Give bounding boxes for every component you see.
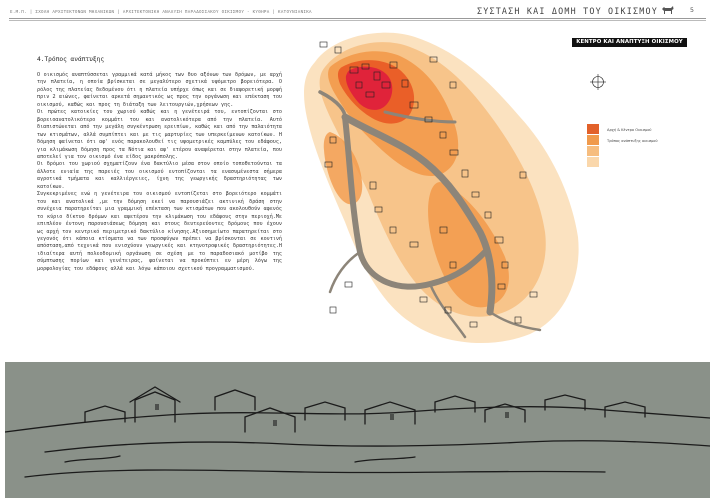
page-title: ΣΥΣΤΑΣΗ ΚΑΙ ΔΟΜΗ ΤΟΥ ΟΙΚΙΣΜΟΥ (476, 6, 658, 16)
paragraph: Ο οικισμός αναπτύσσεται γραμμικά κατά μήκος των δυο αξόνων των δρόμων, με αρχή την πλατεία, η οποία βρίσκεται σε μεγαλύτερο σχετικά υψόμετρο βορειότερα. Ο ρόλος της πλατείας δεδομένου ότι η πλατεία υπήρχε όπως και σε διαφορετική μορφή πριν 2 αιώνες, φαίνεται αρκετά σημαντικός ως προς την οργάνωση και επέκταση του οικισμού, καθώς και προς τη διάταξη των λειτουργιών,χρήσεων γης. (37, 72, 282, 108)
header-divider (9, 18, 706, 19)
goat-logo-icon (661, 5, 674, 16)
legend-swatch (587, 146, 599, 156)
paragraph: Συγκεκριμένες ενώ η γενέτειρα του οικισμού εντοπίζεται στο βορειότερο κομμάτι του και ανατολικά ,με την δόμηση εκεί να παρουσιάζει ακτινική δράση στην συνέχεια παρατηρείται μια γραμμική επέκταση των κτισμάτων που ακολουθούν αφενός το κύριο δίκτυο δρόμων και αφετέρου την κλιμάκωση του εδάφους στην περιοχή.Με επιπλέον έντονη παρουσιάσεως δόμηση και στους δευτερεύοντες δρόμους που έχουν ως αρχή τον κεντρικό περιμετρικό δακτύλιο κίνησης.Αξιοσημείωτο παρατηρείται στο γεγονός ότι κάποια κτίσματα να των προσφύγων πρέπει να βρίσκονται σε κοντινή απόσταση,από τεχνικά που ενισχύουν γεωργικές και κτηνοτροφικές δραστηριότητες.Η ιδιαίτερα αυτή πολεοδομική οργάνωση σε σχέση με το παραδοσιακό μοτίβο της σύμπτωσης πορίων και γενέτειρας, φαίνεται να προκύπτει εν μέρη λόγω της μορφολογίας του εδάφους αλλά και λόγω κάποιου σχετικού προγραμματισμού. (37, 191, 282, 272)
settlement-map (290, 22, 715, 352)
paragraph: Οι δρόμοι του χωριού σχηματίζουν ένα δακτύλιο μέσα στον οποίο τοποθετούνται τα άλλοτε ενιαία της παρειές του οικισμού εντοπίζονται τα ενασυμένεστα σήμερα αγροτικά τμήματα και καλλιέργειες, ίχνη της γεωργικής δραστηριότητας των κατοίκων. (37, 161, 282, 190)
village-sketch-photo (5, 362, 710, 498)
paragraph: Οι πρώτες κατοικίες του χωριού καθώς και η γενέτειρά του, εντοπίζονται στο βορειοανατολικότερο κομμάτι του και ανατολικότερα από την πλατεία. Αυτό διαπιστώνεται από την μεγάλη συγκέντρωση ερειπίων, καθώς και από την παλαιότητα των κτισμάτων, αλλά συμπίπτει και με τις μαρτυρίες των υπερκείμενων κατοίκων. Η δόμηση φαίνεται ότι αφ' ενός παρακολουθεί τις υψομετρικές καμπύλες του εδάφους, για κλιμάκωση δόμηση προς τα Νότια και αφ' ετέρου αναφέρεται στην πλατεία, που αποτελεί για τον οικισμό ένα είδος μακρόπολης. (37, 109, 282, 160)
breadcrumb: Ε.Μ.Π. | ΣΧΟΛΗ ΑΡΧΙΤΕΚΤΟΝΩΝ ΜΗΧΑΝΙΚΩΝ | ΑΡΧΙΤΕΚΤΟΝΙΚΗ ΑΝΑΛΥΣΗ ΠΑΡΑΔΟΣΙΑΚΟΥ ΟΙΚΙΣΜΟΥ - ΚΥΘΗΡΑ | ΚΑΤΟΥΝΙΑΝΙΚΑ (10, 9, 312, 14)
map-title: ΚΕΝΤΡΟ ΚΑΙ ΑΝΑΠΤΥΞΗ ΟΙΚΙΣΜΟΥ (572, 38, 687, 47)
legend-swatch (587, 135, 599, 145)
section-title: 4.Τρόπος ανάπτυξης (37, 56, 105, 63)
header-divider-secondary (9, 20, 706, 21)
body-text (37, 72, 282, 273)
legend-label: Αρχή & Κέντρο Οικισμού (607, 128, 652, 132)
village-sketch-icon (5, 362, 710, 498)
page-number: 5 (690, 6, 694, 14)
legend-swatch (587, 124, 599, 134)
legend-swatch (587, 157, 599, 167)
legend-label: Τρόπος ανάπτυξης οικισμού (607, 139, 658, 143)
north-arrow-icon (590, 74, 606, 90)
page-header (0, 0, 715, 22)
